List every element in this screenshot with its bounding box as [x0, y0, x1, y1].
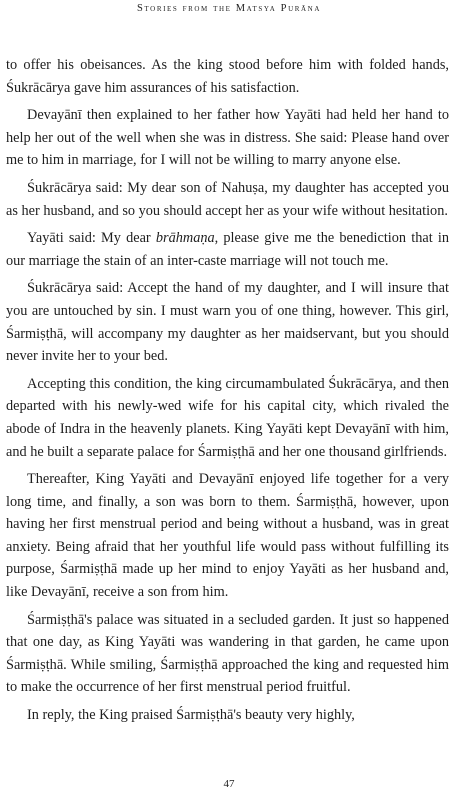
paragraph-4 [6, 227, 449, 272]
paragraph-4-lead: Yayāti said: My dear [27, 230, 156, 247]
paragraph-6: Accepting this condition, the king circumambulated Śukrācārya, and then departed with his newly-wed wife for his capital city, which rivaled the abode of Indra in the heavenly planets. King Yayāti kept Devayānī with him, and he built a separate palace for Śarmiṣṭhā and her one thousand girlfriends. [6, 375, 449, 460]
paragraph-9: In reply, the King praised Śarmiṣṭhā's beauty very highly, [27, 707, 355, 724]
paragraph-5: Śukrācārya said: Accept the hand of my daughter, and I will insure that you are untouched by sin. I must warn you of one thing, however. This girl, Śarmiṣṭhā, will accompany my daughter as her maidservant, but you should never invite her to your bed. [6, 280, 449, 365]
paragraph-4-italic-term: brāhmaṇa [155, 230, 215, 247]
paragraph-2: Devayānī then explained to her father how Yayāti had held her hand to help her out of the well when she was in distress. She said: Please hand over me to him in marriage, for I will not be willing to marry anyone else. [6, 107, 449, 169]
running-head: Stories from the Matsya Purāna [136, 3, 321, 14]
paragraph-4-rest: , please give me the benediction that in our marriage the stain of an inter-caste marriage will not touch me. [6, 230, 449, 269]
page-number: 47 [223, 778, 235, 790]
paragraph-7: Thereafter, King Yayāti and Devayānī enjoyed life together for a very long time, and finally, a son was born to them. Śarmiṣṭhā, however, upon having her first menstrual period and being without a husband, was in great anxiety. Being afraid that her youthful life would pass without fulfilling its purpose, Śarmiṣṭhā made up her mind to enjoy Yayāti as her husband and, like Devayānī, receive a son from him. [6, 471, 449, 601]
paragraph-8: Śarmiṣṭhā's palace was situated in a secluded garden. It just so happened that one day, as King Yayāti was wandering in that garden, he came upon Śarmiṣṭhā. While smiling, Śarmiṣṭhā approached the king and requested him to make the occurrence of her first menstrual period fruitful. [6, 611, 449, 696]
paragraph-3: Śukrācārya said: My dear son of Nahuṣa, my daughter has accepted you as her husband, and so you should accept her as your wife without hesitation. [6, 179, 449, 219]
body-text [6, 54, 449, 732]
paragraph-1: to offer his obeisances. As the king stood before him with folded hands, Śukrācārya gave him assurances of his satisfaction. [6, 57, 449, 96]
